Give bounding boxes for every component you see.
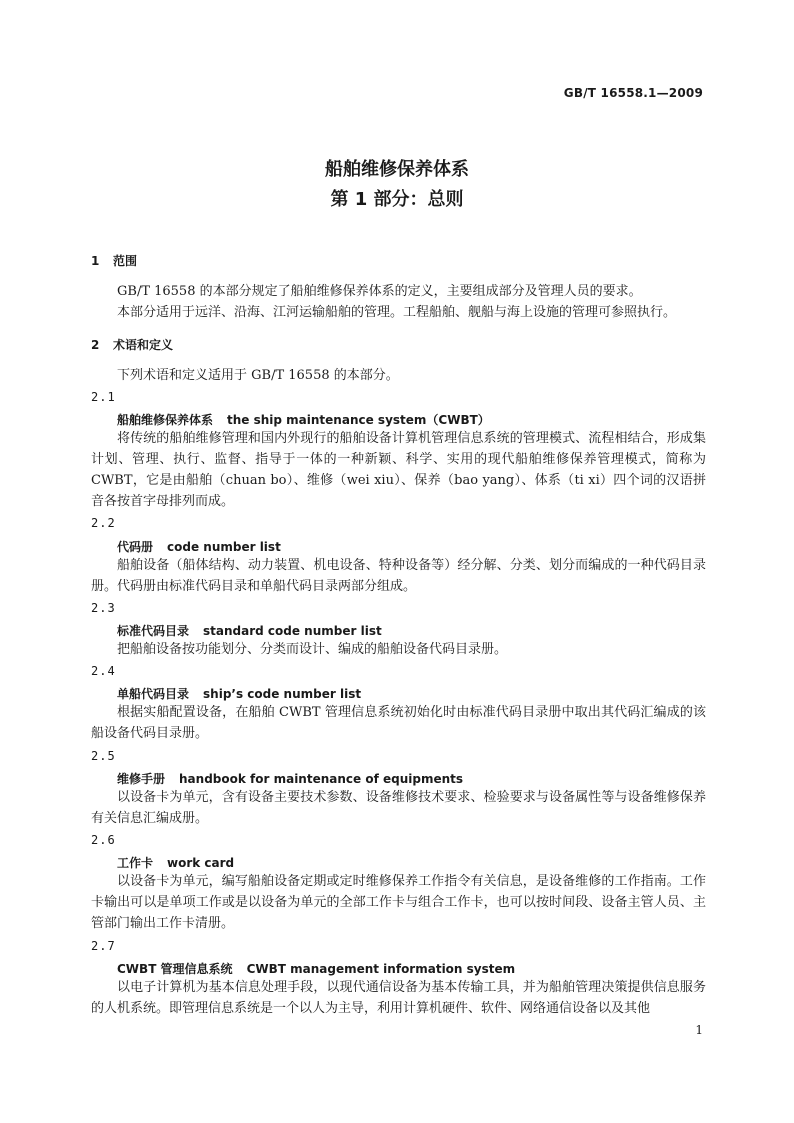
term-definition: 以设备卡为单元，含有设备主要技术参数、设备维修技术要求、检验要求与设备属性等与设备维修保养有关信息汇编成册。	[91, 790, 706, 826]
term-heading	[117, 770, 463, 787]
section-number: 2	[91, 338, 100, 352]
document-subtitle: 第 1 部分：总则	[330, 189, 464, 210]
clause-number: 2.3	[91, 601, 116, 615]
document-title: 船舶维修保养体系	[325, 159, 469, 180]
section-title: 范围	[113, 254, 138, 268]
term-en: ship’s code number list	[203, 687, 362, 701]
section-title: 术语和定义	[113, 338, 174, 352]
clause-number: 2.5	[91, 749, 116, 763]
terms-intro: 下列术语和定义适用于 GB/T 16558 的本部分。	[117, 368, 399, 383]
term-zh: CWBT 管理信息系统	[117, 962, 233, 976]
term-zh: 船舶维修保养体系	[117, 413, 214, 427]
term-en: handbook for maintenance of equipments	[179, 772, 464, 786]
section-number: 1	[91, 254, 100, 268]
term-en: code number list	[167, 540, 281, 554]
term-definition: 以设备卡为单元，编写船舶设备定期或定时维修保养工作指令有关信息，是设备维修的工作指南。工作卡输出可以是单项工作或是以设备为单元的全部工作卡与组合工作卡，也可以按时间段、设备主管人员、主管部门输出工作卡清册。	[91, 874, 706, 931]
term-zh: 代码册	[117, 540, 154, 554]
clause-number: 2.2	[91, 516, 116, 530]
section-heading-terms	[91, 336, 173, 353]
term-en: the ship maintenance system（CWBT）	[227, 413, 490, 427]
term-zh: 标准代码目录	[117, 624, 190, 638]
scope-paragraph: GB/T 16558 的本部分规定了船舶维修保养体系的定义，主要组成部分及管理人员的要求。	[117, 284, 642, 299]
term-heading	[117, 854, 234, 871]
term-en: standard code number list	[203, 624, 382, 638]
term-definition: 以电子计算机为基本信息处理手段，以现代通信设备为基本传输工具，并为船舶管理决策提供信息服务的人机系统。即管理信息系统是一个以人为主导，利用计算机硬件、软件、网络通信设备以及其他	[91, 980, 706, 1016]
clause-number: 2.4	[91, 664, 116, 678]
term-en: CWBT management information system	[246, 962, 516, 976]
term-definition: 船舶设备（船体结构、动力装置、机电设备、特种设备等）经分解、分类、划分而编成的一种代码目录册。代码册由标准代码目录和单船代码目录两部分组成。	[91, 558, 706, 594]
term-definition: 根据实船配置设备，在船舶 CWBT 管理信息系统初始化时由标准代码目录册中取出其代码汇编成的该船设备代码目录册。	[91, 705, 706, 741]
standard-number: GB/T 16558.1—2009	[563, 86, 703, 100]
term-definition: 将传统的船舶维修管理和国内外现行的船舶设备计算机管理信息系统的管理模式、流程相结合，形成集计划、管理、执行、监督、指导于一体的一种新颖、科学、实用的现代船舶维修保养管理模式，简称为 CWBT，它是由船舶（chuan bo）、维修（wei xiu）、保养（bao yang）、体系（ti xi）四个词的汉语拼音各按首字母排列而成。	[91, 431, 706, 509]
scope-paragraph: 本部分适用于远洋、沿海、江河运输船舶的管理。工程船舶、舰船与海上设施的管理可参照执行。	[117, 305, 677, 320]
term-definition: 把船舶设备按功能划分、分类而设计、编成的船舶设备代码目录册。	[117, 642, 508, 657]
term-heading	[117, 685, 361, 702]
clause-number: 2.1	[91, 390, 116, 404]
term-zh: 工作卡	[117, 856, 154, 870]
clause-number: 2.6	[91, 833, 116, 847]
term-heading	[117, 960, 515, 977]
term-zh: 维修手册	[117, 772, 166, 786]
clause-number: 2.7	[91, 939, 116, 953]
term-en: work card	[167, 856, 235, 870]
term-heading	[117, 622, 382, 639]
term-zh: 单船代码目录	[117, 687, 190, 701]
page-number: 1	[695, 1023, 703, 1037]
term-heading	[117, 411, 490, 428]
section-heading-scope	[91, 252, 137, 269]
term-heading	[117, 538, 281, 555]
